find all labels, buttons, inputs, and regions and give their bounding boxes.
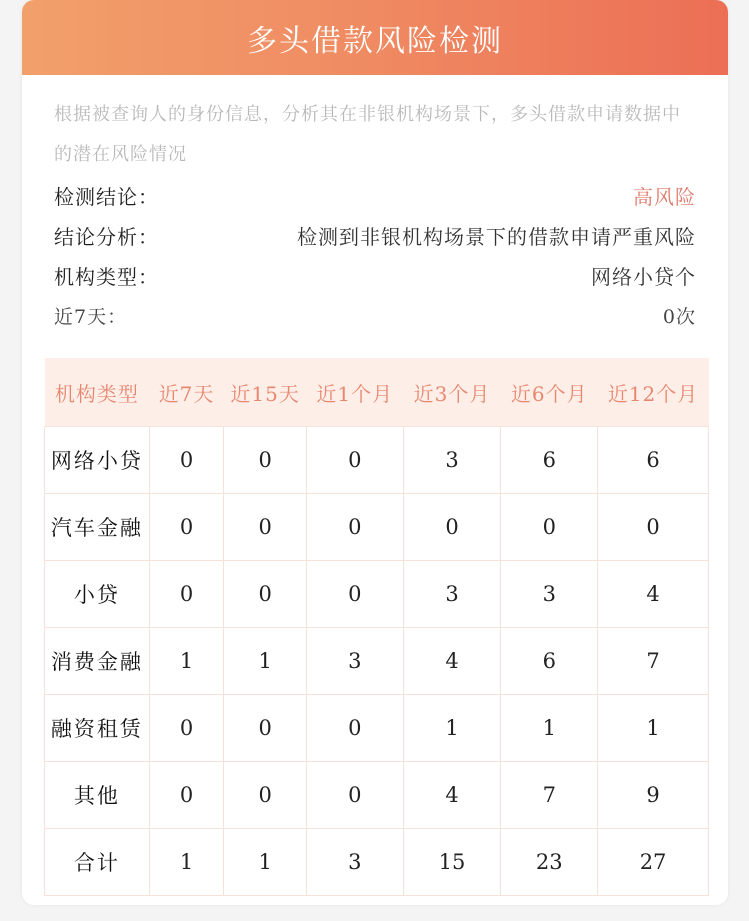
cell-3m: 15	[403, 829, 501, 896]
table-header-row	[45, 358, 709, 427]
cell-1m: 0	[306, 695, 403, 762]
cell-15d: 0	[224, 427, 307, 494]
table-row	[45, 561, 709, 628]
cell-12m: 6	[598, 427, 709, 494]
conclusion-row	[54, 175, 696, 215]
cell-1m: 3	[306, 628, 403, 695]
cell-6m: 23	[501, 829, 598, 896]
cell-1m: 3	[306, 829, 403, 896]
conclusion-value: 高风险	[633, 184, 696, 209]
table-row-total	[45, 829, 709, 896]
cell-7d: 1	[149, 628, 224, 695]
header-12m: 近12个月	[598, 358, 709, 427]
risk-card	[22, 0, 728, 905]
recent7-row	[54, 295, 696, 335]
cell-6m: 1	[501, 695, 598, 762]
cell-3m: 3	[403, 561, 501, 628]
cell-15d: 1	[224, 829, 307, 896]
description-text: 根据被查询人的身份信息，分析其在非银机构场景下，多头借款申请数据中的潜在风险情况	[54, 104, 681, 165]
cell-15d: 0	[224, 494, 307, 561]
cell-1m: 0	[306, 494, 403, 561]
table-row	[45, 695, 709, 762]
analysis-value: 检测到非银机构场景下的借款申请严重风险	[297, 224, 696, 249]
cell-6m: 7	[501, 762, 598, 829]
row-label: 汽车金融	[45, 494, 150, 561]
header-1m: 近1个月	[306, 358, 403, 427]
header-7d: 近7天	[149, 358, 224, 427]
row-label: 网络小贷	[45, 427, 150, 494]
cell-7d: 0	[149, 561, 224, 628]
analysis-row	[54, 215, 696, 255]
cell-6m: 0	[501, 494, 598, 561]
cell-7d: 0	[149, 695, 224, 762]
header-6m: 近6个月	[501, 358, 598, 427]
cell-6m: 6	[501, 628, 598, 695]
recent7-value: 0次	[662, 305, 696, 328]
table-row	[45, 494, 709, 561]
card-header	[22, 0, 728, 75]
recent7-label: 近7天：	[54, 305, 128, 328]
org-type-label: 机构类型：	[54, 264, 159, 289]
cell-12m: 1	[598, 695, 709, 762]
loan-application-table	[44, 358, 709, 896]
row-label: 其他	[45, 762, 150, 829]
cell-15d: 0	[224, 561, 307, 628]
cell-15d: 0	[224, 695, 307, 762]
table-row	[45, 628, 709, 695]
cell-6m: 3	[501, 561, 598, 628]
header-org-type: 机构类型	[45, 358, 150, 427]
cell-12m: 0	[598, 494, 709, 561]
card-title: 多头借款风险检测	[247, 23, 503, 59]
cell-7d: 0	[149, 762, 224, 829]
cell-3m: 1	[403, 695, 501, 762]
cell-1m: 0	[306, 762, 403, 829]
row-label: 小贷	[45, 561, 150, 628]
cell-12m: 9	[598, 762, 709, 829]
row-label: 融资租赁	[45, 695, 150, 762]
cell-1m: 0	[306, 561, 403, 628]
conclusion-label: 检测结论：	[54, 184, 159, 209]
cell-12m: 4	[598, 561, 709, 628]
table-row	[45, 762, 709, 829]
cell-1m: 0	[306, 427, 403, 494]
cell-6m: 6	[501, 427, 598, 494]
cell-15d: 0	[224, 762, 307, 829]
cell-7d: 1	[149, 829, 224, 896]
cell-7d: 0	[149, 494, 224, 561]
cell-3m: 4	[403, 762, 501, 829]
header-15d: 近15天	[224, 358, 307, 427]
table-row	[45, 427, 709, 494]
row-label: 消费金融	[45, 628, 150, 695]
cell-7d: 0	[149, 427, 224, 494]
analysis-label: 结论分析：	[54, 224, 159, 249]
org-type-value: 网络小贷个	[591, 264, 696, 289]
org-type-row	[54, 255, 696, 295]
cell-3m: 0	[403, 494, 501, 561]
header-3m: 近3个月	[403, 358, 501, 427]
row-label: 合计	[45, 829, 150, 896]
cell-3m: 4	[403, 628, 501, 695]
cell-12m: 7	[598, 628, 709, 695]
loan-table-container	[44, 358, 709, 896]
cell-15d: 1	[224, 628, 307, 695]
cell-12m: 27	[598, 829, 709, 896]
cell-3m: 3	[403, 427, 501, 494]
